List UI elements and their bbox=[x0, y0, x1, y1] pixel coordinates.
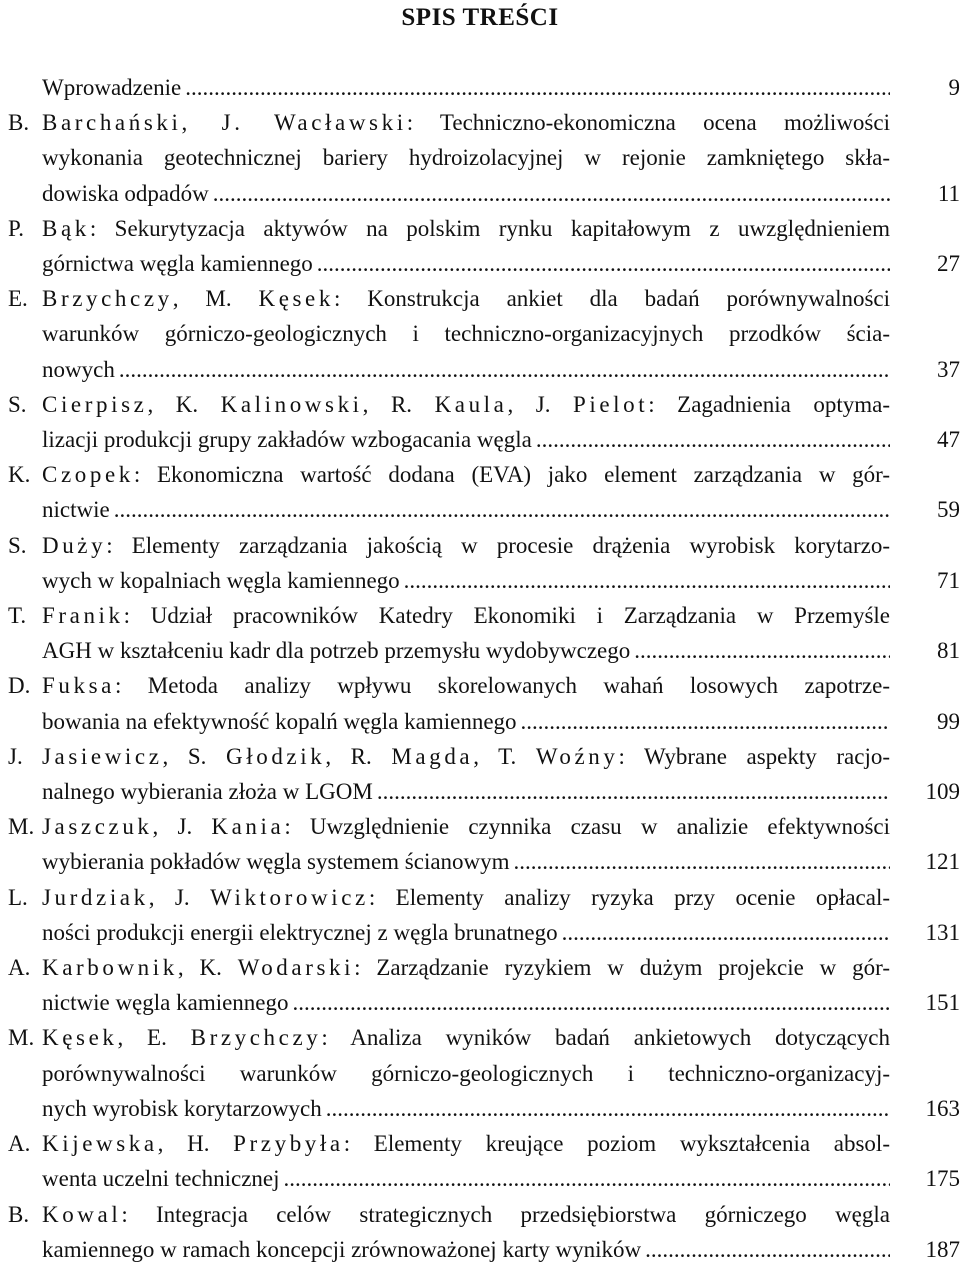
entry-line: Cierpisz, K. Kalinowski, R. Kaula, J. Pielot: Zagadnienia optyma- bbox=[42, 391, 891, 417]
entry-last-line bbox=[42, 915, 890, 950]
author-initial: A. bbox=[8, 1131, 31, 1157]
dot-leader bbox=[645, 1232, 890, 1267]
author-name: Jaszczuk bbox=[42, 814, 153, 840]
entry-text bbox=[42, 1020, 890, 1126]
author-initial: L. bbox=[8, 884, 28, 910]
author-name: Jasiewicz bbox=[42, 743, 163, 769]
entry-title-end: bowania na efektywność kopalń węgla kamiennego bbox=[42, 708, 517, 734]
entry-last-line bbox=[42, 844, 890, 879]
entry-line: Fuksa: Metoda analizy wpływu skorelowanych wahań losowych zapotrze- bbox=[42, 673, 890, 699]
author-name: Magda bbox=[391, 743, 474, 769]
dot-leader bbox=[536, 422, 890, 457]
entry-last-line bbox=[42, 352, 890, 387]
entry-text bbox=[42, 211, 890, 281]
author-initial: T. bbox=[8, 603, 27, 629]
entry-last-line bbox=[42, 563, 890, 598]
entry-line: Kęsek, E. Brzychczy: Analiza wyników badań ankietowych dotyczących bbox=[42, 1025, 890, 1051]
author-initial: M. bbox=[8, 1025, 35, 1051]
dot-leader bbox=[185, 70, 890, 105]
author-initial: A. bbox=[8, 955, 31, 981]
entry-line: Duży: Elementy zarządzania jakością w procesie drążenia wyrobisk korytarzo- bbox=[42, 532, 890, 558]
page-number: 27 bbox=[937, 251, 960, 277]
toc-entry[interactable] bbox=[8, 1126, 960, 1196]
entry-last-line bbox=[42, 985, 890, 1020]
entry-line: wykonania geotechnicznej bariery hydroizolacyjnej w rejonie zamkniętego skła- bbox=[42, 145, 890, 171]
author-initial: B. bbox=[8, 110, 30, 136]
author-name: Karbownik bbox=[42, 955, 178, 981]
author-name: Woźny bbox=[535, 743, 619, 769]
entry-text bbox=[42, 950, 890, 1020]
entry-title-end: nictwie węgla kamiennego bbox=[42, 990, 289, 1016]
entry-last-line bbox=[42, 492, 890, 527]
author-initial: S. bbox=[8, 532, 27, 558]
toc-entry[interactable] bbox=[8, 598, 960, 668]
entry-title-end: kamiennego w ramach koncepcji zrównoważonej karty wyników bbox=[42, 1236, 642, 1262]
entry-title-end: dowiska odpadów bbox=[42, 180, 209, 206]
author-name: Kania bbox=[211, 814, 285, 840]
page-number: 71 bbox=[937, 567, 960, 593]
toc-entry[interactable] bbox=[8, 528, 960, 598]
author-name: Duży bbox=[42, 532, 107, 558]
entry-text bbox=[42, 105, 890, 211]
entry-last-line bbox=[42, 1232, 890, 1267]
entry-last-line bbox=[42, 774, 890, 809]
table-of-contents bbox=[8, 70, 960, 1267]
dot-leader bbox=[326, 1091, 890, 1126]
entry-last-line bbox=[42, 246, 890, 281]
page-title: SPIS TREŚCI bbox=[401, 4, 559, 31]
entry-title-end: AGH w kształceniu kadr dla potrzeb przemysłu wydobywczego bbox=[42, 638, 631, 664]
toc-entry[interactable] bbox=[8, 1197, 960, 1267]
entry-line: Kijewska, H. Przybyła: Elementy kreujące poziom wykształcenia absol- bbox=[42, 1131, 890, 1157]
author-name: Brzychczy bbox=[42, 286, 173, 312]
toc-entry[interactable] bbox=[8, 387, 960, 457]
entry-text bbox=[42, 598, 890, 668]
entry-line: Karbownik, K. Wodarski: Zarządzanie ryzykiem w dużym projekcie w gór- bbox=[42, 955, 890, 981]
page-number: 151 bbox=[925, 990, 960, 1016]
author-name: Kęsek bbox=[42, 1025, 118, 1051]
dot-leader bbox=[562, 915, 890, 950]
entry-last-line bbox=[42, 1091, 890, 1126]
page-number: 131 bbox=[925, 919, 960, 945]
page-number: 59 bbox=[937, 497, 960, 523]
entry-text bbox=[42, 880, 890, 950]
entry-line: Jaszczuk, J. Kania: Uwzględnienie czynnika czasu w analizie efektywności bbox=[42, 814, 890, 840]
author-name: Kęsek bbox=[258, 286, 334, 312]
dot-leader bbox=[377, 774, 890, 809]
dot-leader bbox=[514, 844, 890, 879]
page-number: 163 bbox=[925, 1095, 960, 1121]
entry-title-end: nalnego wybierania złoża w LGOM bbox=[42, 779, 373, 805]
entry-title-end: górnictwa węgla kamiennego bbox=[42, 251, 313, 277]
page-number: 9 bbox=[948, 75, 960, 100]
author-name: Franik bbox=[42, 603, 124, 629]
entry-text bbox=[42, 387, 890, 457]
dot-leader bbox=[634, 633, 890, 668]
dot-leader bbox=[114, 492, 890, 527]
entry-line: porównywalności warunków górniczo-geologicznych i techniczno-organizacyj- bbox=[42, 1060, 890, 1086]
toc-entry[interactable] bbox=[8, 668, 960, 738]
author-initial: B. bbox=[8, 1201, 30, 1227]
author-name: Kalinowski bbox=[220, 391, 363, 417]
dot-leader bbox=[213, 176, 890, 211]
entry-last-line bbox=[42, 633, 890, 668]
author-name: Czopek bbox=[42, 462, 134, 488]
entry-last-line bbox=[42, 704, 890, 739]
page-number: 121 bbox=[925, 849, 960, 875]
author-initial: K. bbox=[8, 462, 31, 488]
entry-last-line bbox=[42, 176, 890, 211]
toc-entry[interactable] bbox=[8, 809, 960, 879]
author-initial: J. bbox=[8, 743, 23, 769]
page-number: 187 bbox=[925, 1236, 960, 1262]
toc-entry[interactable] bbox=[8, 1020, 960, 1126]
author-name: Kijewska bbox=[42, 1131, 158, 1157]
author-initial: M. bbox=[8, 814, 35, 840]
dot-leader bbox=[119, 352, 890, 387]
entry-text bbox=[42, 668, 890, 738]
author-name: Bąk bbox=[42, 215, 90, 241]
entry-title-end: nowych bbox=[42, 356, 115, 382]
entry-title-end: wybierania pokładów węgla systemem ścianowym bbox=[42, 849, 510, 875]
entry-line: Jurdziak, J. Wiktorowicz: Elementy analizy ryzyka przy ocenie opłacal- bbox=[42, 884, 890, 910]
toc-entry[interactable] bbox=[8, 281, 960, 387]
entry-last-line bbox=[42, 1161, 890, 1196]
page-number: 37 bbox=[937, 356, 960, 382]
author-initial: S. bbox=[8, 391, 27, 417]
entry-title-end: lizacji produkcji grupy zakładów wzbogacania węgla bbox=[42, 427, 532, 453]
author-name: Cierpisz bbox=[42, 391, 148, 417]
page-number: 175 bbox=[925, 1166, 960, 1192]
author-name: Fuksa bbox=[42, 673, 115, 699]
entry-title-end: wych w kopalniach węgla kamiennego bbox=[42, 567, 400, 593]
dot-leader bbox=[317, 246, 890, 281]
author-initial: P. bbox=[8, 215, 24, 241]
author-initial: D. bbox=[8, 673, 31, 699]
entry-line: Brzychczy, M. Kęsek: Konstrukcja ankiet dla badań porównywalności bbox=[42, 286, 891, 312]
entry-text bbox=[42, 1126, 890, 1196]
entry-line: Jasiewicz, S. Głodzik, R. Magda, T. Woźny: Wybrane aspekty racjo- bbox=[42, 743, 891, 769]
page-number: 81 bbox=[937, 638, 960, 664]
entry-title-end: wenta uczelni technicznej bbox=[42, 1166, 280, 1192]
page-number: 99 bbox=[937, 708, 960, 734]
author-initial: E. bbox=[8, 286, 28, 312]
toc-entry[interactable] bbox=[8, 880, 960, 950]
toc-entry[interactable] bbox=[8, 211, 960, 281]
author-name: Jurdziak bbox=[42, 884, 149, 910]
author-name: Głodzik bbox=[226, 743, 326, 769]
author-name: Barchański, J. Wacławski bbox=[42, 110, 407, 136]
entry-text bbox=[42, 281, 890, 387]
toc-entry[interactable] bbox=[8, 70, 960, 105]
author-name: Wiktorowicz bbox=[210, 884, 369, 910]
author-name: Kaula bbox=[434, 391, 508, 417]
author-name: Brzychczy bbox=[190, 1025, 322, 1051]
entry-line: warunków górniczo-geologicznych i techniczno-organizacyjnych przodków ścia- bbox=[42, 321, 890, 347]
entry-text bbox=[42, 809, 890, 879]
entry-text bbox=[42, 457, 890, 527]
author-name: Pielot bbox=[572, 391, 649, 417]
entry-text bbox=[42, 528, 890, 598]
dot-leader bbox=[284, 1161, 890, 1196]
entry-title-end: nictwie bbox=[42, 497, 110, 523]
entry-title-end: Wprowadzenie bbox=[42, 75, 182, 100]
entry-text bbox=[42, 1197, 890, 1267]
author-name: Wodarski bbox=[237, 955, 355, 981]
toc-entry[interactable] bbox=[8, 950, 960, 1020]
page-number: 109 bbox=[925, 779, 960, 805]
entry-line: Barchański, J. Wacławski: Techniczno-ekonomiczna ocena możliwości bbox=[42, 110, 890, 136]
author-name: Przybyła bbox=[233, 1131, 344, 1157]
entry-last-line bbox=[42, 70, 890, 105]
page-number: 11 bbox=[937, 180, 960, 206]
page-number: 47 bbox=[937, 427, 960, 453]
toc-entry[interactable] bbox=[8, 739, 960, 809]
toc-entry[interactable] bbox=[8, 457, 960, 527]
entry-text bbox=[42, 70, 890, 105]
dot-leader bbox=[404, 563, 890, 598]
dot-leader bbox=[521, 704, 890, 739]
entry-line: Bąk: Sekurytyzacja aktywów na polskim rynku kapitałowym z uwzględnieniem bbox=[42, 215, 890, 241]
entry-line: Kowal: Integracja celów strategicznych przedsiębiorstwa górniczego węgla bbox=[42, 1201, 890, 1227]
dot-leader bbox=[293, 985, 890, 1020]
entry-text bbox=[42, 739, 890, 809]
entry-line: Franik: Udział pracowników Katedry Ekonomiki i Zarządzania w Przemyśle bbox=[42, 603, 890, 629]
author-name: Kowal bbox=[42, 1201, 122, 1227]
entry-line: Czopek: Ekonomiczna wartość dodana (EVA) jako element zarządzania w gór- bbox=[42, 462, 890, 488]
entry-title-end: nych wyrobisk korytarzowych bbox=[42, 1095, 322, 1121]
entry-last-line bbox=[42, 422, 890, 457]
toc-entry[interactable] bbox=[8, 105, 960, 211]
entry-title-end: ności produkcji energii elektrycznej z węgla brunatnego bbox=[42, 919, 558, 945]
